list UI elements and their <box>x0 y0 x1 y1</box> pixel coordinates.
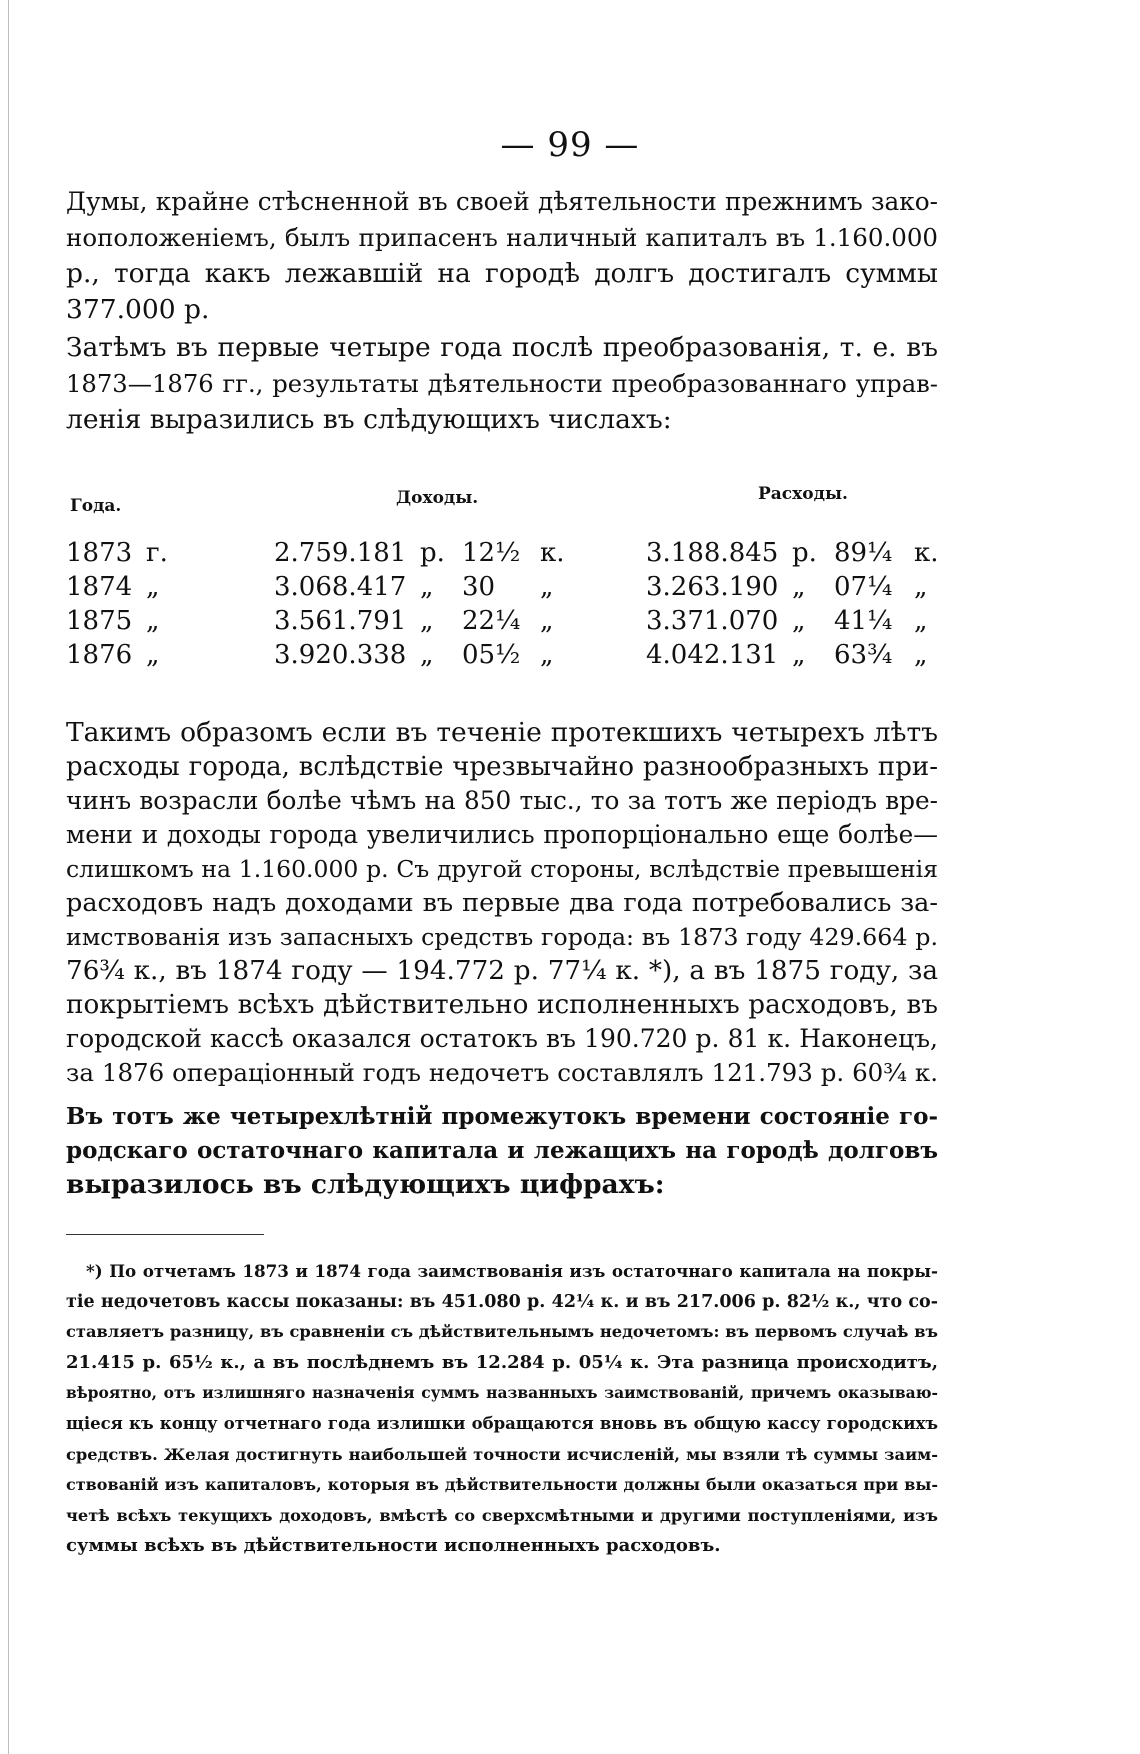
year: 1874 <box>66 572 133 602</box>
year-unit: „ <box>146 572 160 602</box>
header-expense: Расходы. <box>758 484 848 504</box>
footnote-line: вѣроятно, отъ излишняго назначенія суммъ названныхъ заимствованій, причемъ оказываю- <box>66 1383 938 1403</box>
expense-kopeck-unit: „ <box>914 606 928 636</box>
table-row <box>66 538 946 572</box>
header-income: Доходы. <box>396 488 479 508</box>
income: 2.759.181 <box>274 538 407 568</box>
expense-kopecks: 89¼ <box>834 538 893 568</box>
footnote-line: тіе недочетовъ кассы показаны: въ 451.080 р. 42¼ к. и въ 217.006 р. 82½ к., что со- <box>66 1291 938 1312</box>
footnote-line: ставляетъ разницу, въ сравненіи съ дѣйствительнымъ недочетомъ: въ первомъ случаѣ въ <box>66 1322 938 1342</box>
text-line: покрытіемъ всѣхъ дѣйствительно исполненныхъ расходовъ, въ <box>66 990 938 1020</box>
income-kopecks: 12½ <box>462 538 521 568</box>
income-kopeck-unit: „ <box>540 606 554 636</box>
expense: 4.042.131 <box>646 640 779 670</box>
expense-unit: р. <box>792 538 817 568</box>
expense-kopecks: 07¼ <box>834 572 893 602</box>
footnote-line: средствъ. Желая достигнуть наибольшей точности исчисленій, мы взяли тѣ суммы заим- <box>66 1444 938 1464</box>
text-line: Въ тотъ же четырехлѣтній промежутокъ времени состояніе го- <box>66 1103 938 1130</box>
footnote-line: *) По отчетамъ 1873 и 1874 года заимствованія изъ остаточнаго капитала на покры- <box>86 1261 938 1281</box>
text-line: расходы города, вслѣдствіе чрезвычайно разнообразныхъ при- <box>66 752 938 782</box>
year: 1873 <box>66 538 133 568</box>
expense-kopecks: 63¾ <box>834 640 893 670</box>
text-line: имствованія изъ запасныхъ средствъ города: въ 1873 году 429.664 р. <box>66 923 938 951</box>
expense: 3.263.190 <box>646 572 779 602</box>
text-line: чинъ возрасли болѣе чѣмъ на 850 тыс., то за тотъ же періодъ вре- <box>66 786 938 815</box>
income: 3.068.417 <box>274 572 407 602</box>
expense-unit: „ <box>792 572 806 602</box>
income-kopeck-unit: „ <box>540 572 554 602</box>
expense-unit: „ <box>792 606 806 636</box>
income-kopecks: 30 <box>462 572 496 602</box>
footnote <box>66 1256 938 1562</box>
expense-kopecks: 41¼ <box>834 606 893 636</box>
table-row <box>66 640 946 674</box>
expense-unit: „ <box>792 640 806 670</box>
income-kopeck-unit: „ <box>540 640 554 670</box>
income-unit: „ <box>420 606 434 636</box>
paragraph-4 <box>66 1100 938 1202</box>
income-kopecks: 22¼ <box>462 606 521 636</box>
year-unit: г. <box>146 538 168 568</box>
text-line: 76¾ к., въ 1874 году — 194.772 р. 77¼ к. *), а въ 1875 году, за <box>66 956 938 986</box>
text-line: Думы, крайне стѣсненной въ своей дѣятельности прежнимъ зако- <box>66 187 938 216</box>
table-row <box>66 572 946 606</box>
year: 1875 <box>66 606 133 636</box>
footnote-line: 21.415 р. 65½ к., а въ послѣднемъ въ 12.284 р. 05¼ к. Эта разница происходитъ, <box>66 1351 938 1373</box>
text-line: за 1876 операціонный годъ недочетъ составлялъ 121.793 р. 60¾ к. <box>66 1058 938 1087</box>
income-kopeck-unit: к. <box>540 538 565 568</box>
table-row <box>66 606 946 640</box>
text-line: слишкомъ на 1.160.000 р. Съ другой стороны, вслѣдствіе превышенія <box>66 855 938 883</box>
expense-kopeck-unit: „ <box>914 572 928 602</box>
text-line: выразилось въ слѣдующихъ цифрахъ: <box>66 1169 665 1200</box>
text-line: 377.000 р. <box>66 294 210 325</box>
expense: 3.188.845 <box>646 538 779 568</box>
text-line: мени и доходы города увеличились пропорціонально еще болѣе— <box>66 820 938 849</box>
text-line: расходовъ надъ доходами въ первые два года потребовались за- <box>66 888 938 918</box>
paragraph-3 <box>66 716 938 1090</box>
year-unit: „ <box>146 640 160 670</box>
expense-kopeck-unit: „ <box>914 640 928 670</box>
expense-kopeck-unit: к. <box>914 538 939 568</box>
income: 3.561.791 <box>274 606 407 636</box>
paragraph-2 <box>66 330 938 438</box>
paragraph-1 <box>66 184 938 328</box>
income-kopecks: 05½ <box>462 640 521 670</box>
text-line: родскаго остаточнаго капитала и лежащихъ на городѣ долговъ <box>66 1137 938 1164</box>
year-unit: „ <box>146 606 160 636</box>
header-year: Года. <box>70 496 122 516</box>
text-line: ленія выразились въ слѣдующихъ числахъ: <box>66 404 672 435</box>
page-number: — 99 — <box>500 125 640 165</box>
income-unit: „ <box>420 572 434 602</box>
text-line: городской кассѣ оказался остатокъ въ 190.720 р. 81 к. Наконецъ, <box>66 1024 938 1053</box>
text-line: Такимъ образомъ если въ теченіе протекшихъ четырехъ лѣтъ <box>66 717 938 748</box>
income-unit: р. <box>420 538 445 568</box>
text-line: 1873—1876 гг., результаты дѣятельности преобразованнаго управ- <box>66 369 938 398</box>
page-edge-line <box>8 0 9 1754</box>
income-unit: „ <box>420 640 434 670</box>
footnote-line: четѣ всѣхъ текущихъ доходовъ, вмѣстѣ со сверхсмѣтными и другими поступленіями, изъ <box>66 1505 938 1525</box>
income: 3.920.338 <box>274 640 407 670</box>
text-line: р., тогда какъ лежавшій на городѣ долгъ достигалъ суммы <box>66 258 938 289</box>
text-line: Затѣмъ въ первые четыре года послѣ преобразованія, т. е. въ <box>66 332 938 363</box>
expense: 3.371.070 <box>646 606 779 636</box>
footnote-line: щіеся къ концу отчетнаго года излишки обращаются вновь въ общую кассу городскихъ <box>66 1413 938 1433</box>
text-line: ноположеніемъ, былъ припасенъ наличный капиталъ въ 1.160.000 <box>66 223 938 252</box>
footnote-rule <box>66 1234 264 1235</box>
footnote-line: суммы всѣхъ въ дѣйствительности исполненныхъ расходовъ. <box>66 1535 721 1557</box>
year: 1876 <box>66 640 133 670</box>
footnote-line: ствованій изъ капиталовъ, которыя въ дѣйствительности должны были оказаться при вы- <box>66 1475 938 1495</box>
